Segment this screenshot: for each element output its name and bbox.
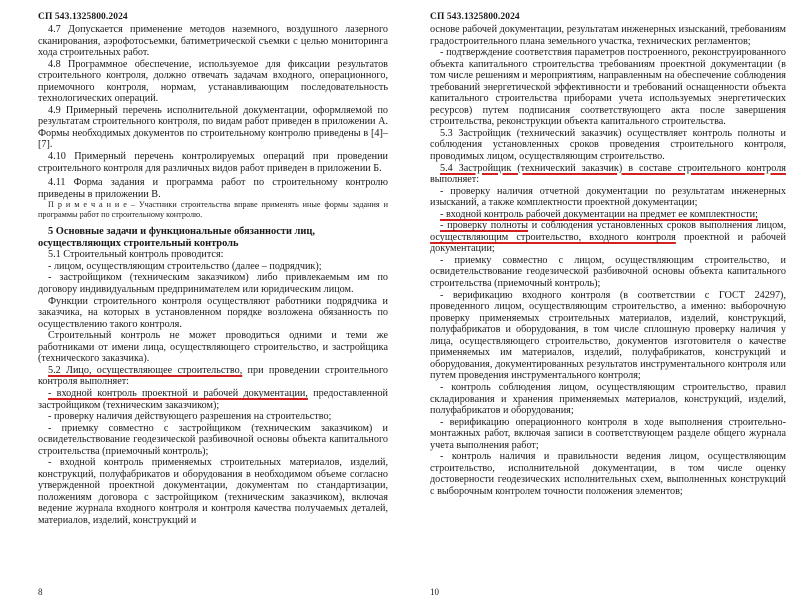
- paragraph-4-11: 4.11 Форма задания и программа работ по строительному контролю приведены в приложении В.: [38, 177, 388, 200]
- paragraph-5-3: 5.3 Застройщик (технический заказчик) осуществляет контроль полноты и соблюдения установленных сроков проведения строительного контроля, проводимых лицом, осуществляющим строительство.: [430, 127, 786, 163]
- paragraph-5-2-a: - входной контроль проектной и рабочей документации, предоставленной застройщиком (техническим заказчиком);: [38, 387, 388, 411]
- paragraph-5-1-d: Строительный контроль не может проводиться одними и теми же работниками от имени лица, осуществляющего строительство, и застройщика (технического заказчика).: [38, 330, 388, 365]
- underlined-text: - входной контроль проектной и рабочей документации,: [48, 387, 308, 399]
- paragraph-5-2-d: - входной контроль применяемых строительных материалов, изделий, конструкций, полуфабрикатов и оборудования в необходимом объеме согласно утвержденной проектной документации, документам по стандартизации, положениям договора с застройщиком (техническим заказчиком), включая ведение журнала входного контроля и контроля качества получаемых деталей, материалов, изделий, конструкций и: [38, 457, 388, 526]
- underlined-text: осуществляющим строительство, входного контроля: [430, 231, 676, 243]
- paragraph-5-4-c: - проверку полноты и соблюдения установленных сроков выполнения лицом, осуществляющим строительство, входного контроля проектной и рабочей документации;: [430, 220, 786, 255]
- paragraph-5-4-a: - проверку наличия отчетной документации по результатам инженерных изысканий, а также комплектности проектной документации;: [430, 185, 786, 209]
- paragraph-4-10: 4.10 Примерный перечень контролируемых операций при проведении строительного контроля для различных видов работ приведен в приложении Б.: [38, 151, 388, 174]
- page-number: 10: [430, 587, 439, 597]
- right-page: [400, 0, 800, 605]
- page-header: СП 543.1325800.2024: [430, 12, 520, 22]
- paragraph-5-4-d: - приемку совместно с лицом, осуществляющим строительство, и освидетельствование геодезической разбивочной основы объекта капитального строительства (приемочный контроль);: [430, 254, 786, 290]
- paragraph-5-4: 5.4 Застройщик (технический заказчик) в составе строительного контроля выполняет:: [430, 162, 786, 186]
- note: П р и м е ч а н и е – Участники строительства вправе применять иные формы задания и программы работ по строительному контролю.: [38, 200, 388, 220]
- underlined-text: - проверку полноты: [440, 220, 528, 232]
- page-header: СП 543.1325800.2024: [38, 12, 128, 22]
- underlined-text: 5.4 Застройщик (технический заказчик) в составе строительного контроля: [440, 162, 786, 174]
- paragraph-5-4-g: - верификацию операционного контроля в ходе выполнения строительно-монтажных работ, включая записи в соответствующем разделе общего журнала учета выполнения работ;: [430, 416, 786, 451]
- paragraph-5-2-c: - приемку совместно с застройщиком (техническим заказчиком) и освидетельствование геодезической разбивочной основы объекта капитального строительства (приемочный контроль);: [38, 422, 388, 457]
- paragraph-4-9: 4.9 Примерный перечень исполнительной документации, оформляемой по результатам строительного контроля, по видам работ приведен в приложении А. Формы необходимых документов по строительному контролю приведены в [4]–[7].: [38, 104, 388, 151]
- paragraph-4-8: 4.8 Программное обеспечение, используемое для фиксации результатов строительного контроля, должно отвечать задачам входного, операционного, приемочного контроля, нормам, устанавливающим последовательность технологических операций.: [38, 58, 388, 105]
- paragraph-5-1-a: - лицом, осуществляющим строительство (далее – подрядчик);: [48, 260, 322, 272]
- paragraph-5-1-c: Функции строительного контроля осуществляют работники подрядчика и заказчика, на которых в установленном порядке возложена обязанность по осуществлению такого контроля.: [38, 295, 388, 330]
- underlined-text: 5.2 Лицо, осуществляющее строительство,: [48, 364, 243, 376]
- paragraph-4-7: 4.7 Допускается применение методов наземного, воздушного лазерного сканирования, аэрофотосъемки, батиметрической съемки с целью мониторинга хода строительных работ.: [38, 24, 388, 59]
- paragraph-5-2-b: - проверку наличия действующего разрешения на строительство;: [48, 411, 332, 423]
- underlined-text: - входной контроль рабочей документации на предмет ее комплектности;: [440, 208, 758, 220]
- paragraph-5-2: 5.2 Лицо, осуществляющее строительство, при проведении строительного контроля выполняет:: [38, 364, 388, 388]
- page-number: 8: [38, 587, 43, 597]
- paragraph-5-4-f: - контроль соблюдения лицом, осуществляющим строительство, правил складирования и хранения применяемых материалов, конструкций, изделий, полуфабрикатов и оборудования;: [430, 381, 786, 417]
- paragraph-5-4-e: - верификацию входного контроля (в соответствии с ГОСТ 24297), проведенного лицом, осуществляющим строительство, а именно: выборочную проверку применяемых строительных материалов, изделий, конструкций, полуфабрикатов и оборудования, в том числе сплошную проверку наличия у лица, осуществляющего строительство, документов изготовителя о качестве применяемых им материалов, изделий, полуфабрикатов, конструкций и оборудования, документированных результатов инструментального контроля или путем проведения инструментального контроля;: [430, 289, 786, 382]
- paragraph-5-1-b: - застройщиком (техническим заказчиком) либо привлекаемым им по договору индивидуальным предпринимателем или юридическим лицом.: [38, 272, 388, 296]
- paragraph-5-1: 5.1 Строительный контроль проводится:: [48, 249, 224, 261]
- paragraph-confirmation: - подтверждение соответствия параметров построенного, реконструированного объекта капитального строительства требованиям проектной документации (в том числе решениям и мероприятиям, направленным на обеспечение соблюдения требований энергетической эффективности и требований оснащенности объекта капитального строительства приборами учета используемых энергетических ресурсов) путем подписания соответствующего акта после завершения строительства, реконструкции объекта капитального строительства.: [430, 47, 786, 128]
- paragraph-5-4-h: - контроль наличия и правильности ведения лицом, осуществляющим строительство, исполнительной документации, в том числе оценку достоверности геодезических исполнительных схем, выполненных конструкций с выборочным контролем точности положения элементов;: [430, 451, 786, 497]
- paragraph-continuation: основе рабочей документации, результатам инженерных изысканий, требованиям градостроительного плана земельного участка, технических регламентов;: [430, 24, 786, 47]
- section-5-title: 5 Основные задачи и функциональные обязанности лиц, осуществляющих строительный контроль: [38, 226, 315, 249]
- paragraph-5-4-b: [430, 209, 786, 221]
